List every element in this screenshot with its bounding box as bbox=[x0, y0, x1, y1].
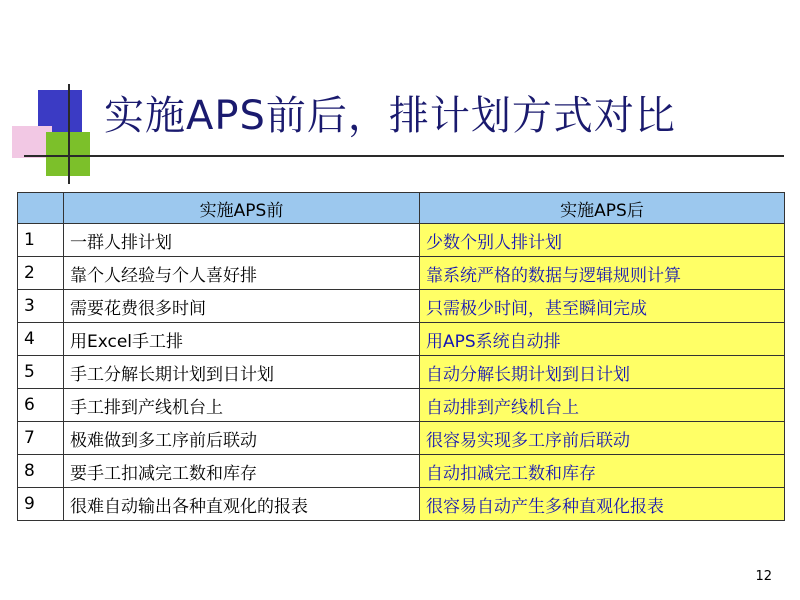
row-number: 3 bbox=[18, 290, 64, 323]
table-row bbox=[18, 389, 785, 422]
table-row bbox=[18, 290, 785, 323]
row-number: 7 bbox=[18, 422, 64, 455]
decor-vertical-line bbox=[68, 84, 70, 184]
comparison-table bbox=[17, 192, 785, 521]
after-cell: 靠系统严格的数据与逻辑规则计算 bbox=[420, 257, 785, 290]
after-cell: 只需极少时间，甚至瞬间完成 bbox=[420, 290, 785, 323]
row-number: 5 bbox=[18, 356, 64, 389]
table-row bbox=[18, 224, 785, 257]
after-cell: 少数个别人排计划 bbox=[420, 224, 785, 257]
slide-title: 实施APS前后，排计划方式对比 bbox=[104, 93, 676, 139]
before-cell: 很难自动输出各种直观化的报表 bbox=[64, 488, 420, 521]
table-row bbox=[18, 488, 785, 521]
before-cell: 需要花费很多时间 bbox=[64, 290, 420, 323]
after-cell: 自动排到产线机台上 bbox=[420, 389, 785, 422]
table-row bbox=[18, 356, 785, 389]
row-number: 6 bbox=[18, 389, 64, 422]
before-cell: 手工分解长期计划到日计划 bbox=[64, 356, 420, 389]
after-cell: 用APS系统自动排 bbox=[420, 323, 785, 356]
before-cell: 极难做到多工序前后联动 bbox=[64, 422, 420, 455]
after-cell: 很容易自动产生多种直观化报表 bbox=[420, 488, 785, 521]
after-cell: 自动分解长期计划到日计划 bbox=[420, 356, 785, 389]
before-cell: 靠个人经验与个人喜好排 bbox=[64, 257, 420, 290]
row-number: 8 bbox=[18, 455, 64, 488]
table-row bbox=[18, 422, 785, 455]
page-number: 12 bbox=[755, 569, 772, 584]
table-header-row bbox=[18, 193, 785, 224]
row-number: 1 bbox=[18, 224, 64, 257]
row-number: 9 bbox=[18, 488, 64, 521]
header-cell-number bbox=[18, 193, 64, 224]
before-cell: 用Excel手工排 bbox=[64, 323, 420, 356]
after-cell: 自动扣减完工数和库存 bbox=[420, 455, 785, 488]
after-cell: 很容易实现多工序前后联动 bbox=[420, 422, 785, 455]
table-row bbox=[18, 455, 785, 488]
before-cell: 要手工扣减完工数和库存 bbox=[64, 455, 420, 488]
header-cell-before: 实施APS前 bbox=[64, 193, 420, 224]
header-cell-after: 实施APS后 bbox=[420, 193, 785, 224]
row-number: 2 bbox=[18, 257, 64, 290]
before-cell: 手工排到产线机台上 bbox=[64, 389, 420, 422]
row-number: 4 bbox=[18, 323, 64, 356]
table-row bbox=[18, 323, 785, 356]
before-cell: 一群人排计划 bbox=[64, 224, 420, 257]
table-row bbox=[18, 257, 785, 290]
title-underline bbox=[24, 155, 784, 157]
